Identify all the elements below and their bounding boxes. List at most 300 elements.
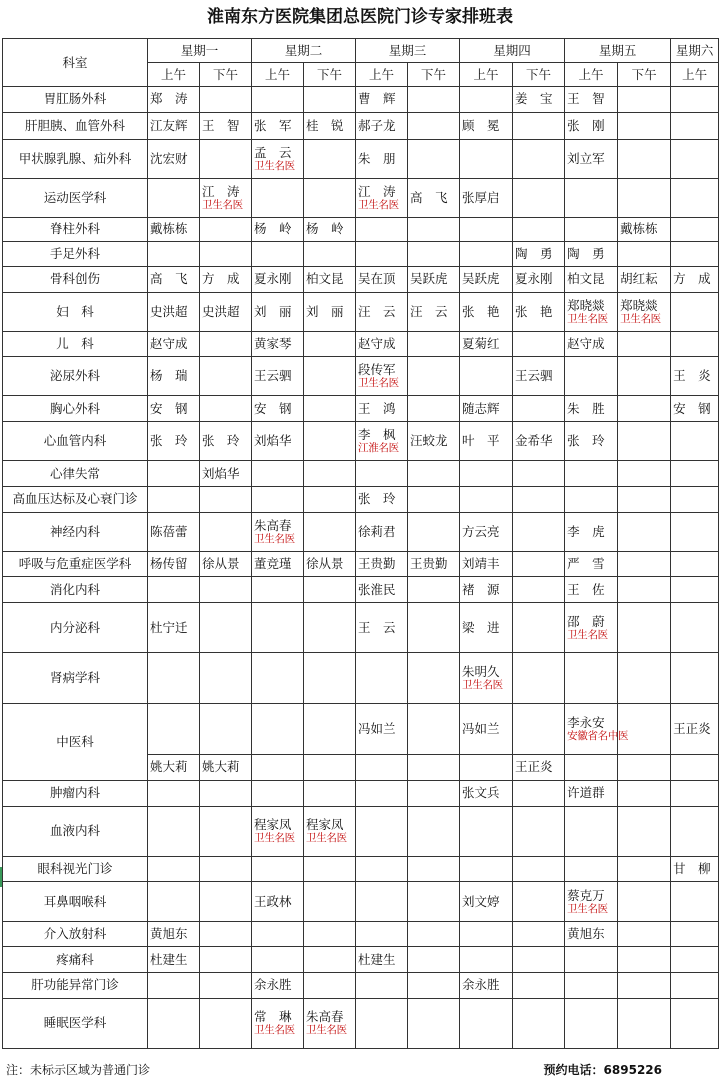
doctor-name-cell: 黄家琴	[252, 331, 304, 357]
table-row	[3, 486, 719, 512]
schedule-cell	[460, 653, 513, 703]
text-cursor-marker	[0, 867, 2, 887]
schedule-cell	[408, 947, 460, 973]
doctor-name-cell: 杨 岭	[304, 217, 356, 242]
doctor-name-cell: 夏永刚	[513, 266, 565, 292]
dept-cell: 肾病学科	[3, 653, 148, 703]
schedule-cell	[252, 703, 304, 754]
schedule-cell	[618, 112, 671, 139]
schedule-cell	[618, 461, 671, 487]
table-row	[3, 178, 719, 217]
dept-cell: 中医科	[3, 703, 148, 780]
schedule-cell	[200, 653, 252, 703]
schedule-cell	[513, 856, 565, 882]
day-header-tue: 星期二	[252, 39, 356, 63]
dept-cell: 妇 科	[3, 292, 148, 331]
schedule-cell	[304, 577, 356, 603]
honor-badge: 卫生名医	[254, 159, 295, 172]
schedule-cell	[148, 577, 200, 603]
schedule-cell	[252, 486, 304, 512]
schedule-cell	[618, 242, 671, 267]
dept-cell: 神经内科	[3, 512, 148, 551]
honor-badge: 安徽省名中医	[567, 729, 629, 742]
table-row	[3, 972, 719, 998]
footer-phone	[544, 1062, 662, 1078]
honor-badge: 卫生名医	[254, 832, 295, 845]
schedule-cell	[252, 653, 304, 703]
doctor-name-cell: 张 刚	[565, 112, 618, 139]
schedule-cell	[513, 551, 565, 577]
schedule-cell	[671, 806, 719, 856]
schedule-cell	[148, 486, 200, 512]
doctor-name-cell: 史洪超	[148, 292, 200, 331]
schedule-cell	[513, 972, 565, 998]
schedule-cell	[408, 217, 460, 242]
schedule-cell	[408, 139, 460, 178]
day-header-fri: 星期五	[565, 39, 671, 63]
doctor-name-cell: 冯如兰	[356, 703, 408, 754]
schedule-table	[2, 38, 719, 1049]
doctor-name-cell: 杨 岭	[252, 217, 304, 242]
table-row	[3, 603, 719, 653]
schedule-cell	[252, 806, 304, 856]
schedule-cell	[671, 603, 719, 653]
honor-badge: 卫生名医	[567, 902, 608, 915]
schedule-cell	[252, 139, 304, 178]
doctor-name-cell: 赵守成	[356, 331, 408, 357]
schedule-cell	[304, 603, 356, 653]
doctor-name-cell: 张 玲	[200, 422, 252, 461]
doctor-name-cell: 刘焰华	[200, 461, 252, 487]
doctor-name-cell: 张 玲	[356, 486, 408, 512]
schedule-cell	[671, 972, 719, 998]
dept-cell: 肝功能异常门诊	[3, 972, 148, 998]
table-row	[3, 139, 719, 178]
schedule-cell	[618, 486, 671, 512]
footer-note: 注：未标示区域为普通门诊	[6, 1063, 151, 1077]
doctor-name-cell: 黄旭东	[565, 921, 618, 947]
schedule-cell	[252, 512, 304, 551]
doctor-name-cell: 汪 云	[356, 292, 408, 331]
schedule-cell	[565, 292, 618, 331]
doctor-name-cell: 王云驷	[513, 357, 565, 396]
schedule-cell	[618, 357, 671, 396]
doctor-name-cell: 方 成	[200, 266, 252, 292]
schedule-cell	[148, 972, 200, 998]
schedule-cell	[618, 422, 671, 461]
doctor-name: 郑晓燚	[620, 297, 658, 313]
doctor-name-cell: 王正炎	[513, 755, 565, 781]
dept-header: 科室	[3, 39, 148, 87]
schedule-cell	[304, 396, 356, 422]
schedule-cell	[200, 331, 252, 357]
schedule-cell	[671, 461, 719, 487]
doctor-name-cell: 刘焰华	[252, 422, 304, 461]
schedule-cell	[671, 292, 719, 331]
doctor-name-cell: 史洪超	[200, 292, 252, 331]
schedule-cell	[460, 461, 513, 487]
doctor-name-cell: 杜建生	[356, 947, 408, 973]
schedule-cell	[356, 178, 408, 217]
schedule-cell	[408, 486, 460, 512]
doctor-name-cell: 吴跃虎	[408, 266, 460, 292]
schedule-cell	[618, 882, 671, 921]
schedule-cell	[356, 780, 408, 806]
schedule-cell	[618, 856, 671, 882]
schedule-cell	[304, 972, 356, 998]
dept-cell: 胸心外科	[3, 396, 148, 422]
schedule-cell	[408, 242, 460, 267]
schedule-cell	[252, 577, 304, 603]
schedule-cell	[565, 998, 618, 1048]
schedule-cell	[618, 947, 671, 973]
schedule-cell	[304, 512, 356, 551]
schedule-cell	[304, 921, 356, 947]
doctor-name-cell: 王政林	[252, 882, 304, 921]
dept-cell: 肿瘤内科	[3, 780, 148, 806]
doctor-name-cell: 戴栋栋	[618, 217, 671, 242]
schedule-cell	[671, 947, 719, 973]
page-title: 淮南东方医院集团总医院门诊专家排班表	[207, 7, 513, 27]
schedule-cell	[200, 178, 252, 217]
doctor-name-cell: 杨传留	[148, 551, 200, 577]
schedule-cell	[200, 703, 252, 754]
schedule-cell	[200, 806, 252, 856]
schedule-cell	[618, 292, 671, 331]
schedule-cell	[356, 755, 408, 781]
schedule-cell	[408, 703, 460, 754]
doctor-name-cell: 陶 勇	[513, 242, 565, 267]
period-am: 上午	[252, 63, 304, 87]
doctor-name-cell: 柏文昆	[304, 266, 356, 292]
doctor-name-cell: 桂 锐	[304, 112, 356, 139]
schedule-cell	[671, 921, 719, 947]
schedule-cell	[200, 139, 252, 178]
doctor-name-cell: 甘 柳	[671, 856, 719, 882]
doctor-name-cell: 张厚启	[460, 178, 513, 217]
schedule-cell	[148, 856, 200, 882]
doctor-name-cell: 顾 冕	[460, 112, 513, 139]
dept-cell: 运动医学科	[3, 178, 148, 217]
period-am: 上午	[460, 63, 513, 87]
schedule-cell	[565, 806, 618, 856]
dept-cell: 睡眠医学科	[3, 998, 148, 1048]
dept-cell: 心血管内科	[3, 422, 148, 461]
table-row	[3, 266, 719, 292]
schedule-cell	[148, 998, 200, 1048]
doctor-name-cell: 王 炎	[671, 357, 719, 396]
schedule-cell	[304, 806, 356, 856]
table-row	[3, 292, 719, 331]
schedule-cell	[671, 486, 719, 512]
schedule-cell	[565, 178, 618, 217]
doctor-name: 蔡克万	[567, 887, 605, 903]
schedule-cell	[408, 806, 460, 856]
schedule-cell	[565, 603, 618, 653]
doctor-name: 江 涛	[358, 183, 396, 199]
doctor-name-cell: 李 虎	[565, 512, 618, 551]
doctor-name-cell: 柏文昆	[565, 266, 618, 292]
table-row	[3, 806, 719, 856]
schedule-cell	[618, 653, 671, 703]
schedule-cell	[618, 139, 671, 178]
doctor-name-cell: 姜 宝	[513, 87, 565, 113]
schedule-cell	[671, 422, 719, 461]
schedule-cell	[408, 882, 460, 921]
doctor-name-cell: 郑 涛	[148, 87, 200, 113]
schedule-cell	[304, 357, 356, 396]
schedule-cell	[200, 998, 252, 1048]
schedule-cell	[513, 703, 565, 754]
doctor-name-cell: 刘 丽	[252, 292, 304, 331]
schedule-cell	[148, 653, 200, 703]
schedule-cell	[252, 998, 304, 1048]
schedule-cell	[513, 882, 565, 921]
schedule-cell	[252, 921, 304, 947]
doctor-name-cell: 郝子龙	[356, 112, 408, 139]
schedule-cell	[565, 217, 618, 242]
schedule-cell	[252, 856, 304, 882]
doctor-name-cell: 王 智	[565, 87, 618, 113]
schedule-cell	[513, 217, 565, 242]
doctor-name-cell: 徐从景	[304, 551, 356, 577]
dept-cell: 疼痛科	[3, 947, 148, 973]
honor-badge: 卫生名医	[254, 532, 295, 545]
schedule-cell	[200, 972, 252, 998]
schedule-cell	[304, 178, 356, 217]
schedule-cell	[356, 653, 408, 703]
schedule-cell	[408, 357, 460, 396]
doctor-name-cell: 董竞瑾	[252, 551, 304, 577]
doctor-name-cell: 刘靖丰	[460, 551, 513, 577]
schedule-cell	[200, 921, 252, 947]
doctor-name-cell: 张文兵	[460, 780, 513, 806]
schedule-cell	[618, 806, 671, 856]
schedule-cell	[356, 856, 408, 882]
period-am: 上午	[671, 63, 719, 87]
schedule-cell	[460, 856, 513, 882]
phone-number: 6895226	[603, 1063, 662, 1077]
doctor-name-cell: 张 军	[252, 112, 304, 139]
dept-cell: 内分泌科	[3, 603, 148, 653]
schedule-cell	[671, 112, 719, 139]
schedule-cell	[565, 947, 618, 973]
doctor-name-cell: 叶 平	[460, 422, 513, 461]
schedule-cell	[513, 461, 565, 487]
schedule-cell	[148, 461, 200, 487]
dept-cell: 耳鼻咽喉科	[3, 882, 148, 921]
schedule-cell	[618, 603, 671, 653]
schedule-cell	[252, 780, 304, 806]
dept-cell: 骨科创伤	[3, 266, 148, 292]
schedule-cell	[304, 422, 356, 461]
doctor-name: 李永安	[567, 714, 605, 730]
schedule-cell	[408, 331, 460, 357]
schedule-cell	[200, 242, 252, 267]
doctor-name: 孟 云	[254, 144, 292, 160]
dept-cell: 高血压达标及心衰门诊	[3, 486, 148, 512]
schedule-cell	[356, 882, 408, 921]
schedule-cell	[460, 921, 513, 947]
schedule-cell	[252, 947, 304, 973]
doctor-name: 李 枫	[358, 427, 396, 443]
dept-cell: 手足外科	[3, 242, 148, 267]
table-row	[3, 461, 719, 487]
schedule-cell	[513, 806, 565, 856]
doctor-name-cell: 陈蓓蕾	[148, 512, 200, 551]
schedule-cell	[618, 780, 671, 806]
schedule-cell	[565, 653, 618, 703]
schedule-cell	[513, 921, 565, 947]
doctor-name-cell: 王云驷	[252, 357, 304, 396]
dept-cell: 脊柱外科	[3, 217, 148, 242]
day-header-mon: 星期一	[148, 39, 252, 63]
schedule-cell	[671, 217, 719, 242]
doctor-name-cell: 褚 源	[460, 577, 513, 603]
period-am: 上午	[565, 63, 618, 87]
schedule-cell	[356, 217, 408, 242]
doctor-name-cell: 戴栋栋	[148, 217, 200, 242]
schedule-cell	[618, 396, 671, 422]
schedule-cell	[618, 577, 671, 603]
table-row	[3, 998, 719, 1048]
doctor-name-cell: 安 钢	[148, 396, 200, 422]
schedule-cell	[304, 882, 356, 921]
schedule-cell	[618, 703, 671, 754]
table-row	[3, 87, 719, 113]
schedule-cell	[408, 653, 460, 703]
schedule-cell	[618, 998, 671, 1048]
schedule-cell	[356, 357, 408, 396]
doctor-name-cell: 严 雪	[565, 551, 618, 577]
doctor-name-cell: 汪 云	[408, 292, 460, 331]
doctor-name-cell: 夏菊红	[460, 331, 513, 357]
schedule-cell	[148, 806, 200, 856]
doctor-name-cell: 余永胜	[252, 972, 304, 998]
doctor-name-cell: 吴跃虎	[460, 266, 513, 292]
table-row	[3, 396, 719, 422]
schedule-cell	[304, 856, 356, 882]
doctor-name-cell: 曹 辉	[356, 87, 408, 113]
schedule-cell	[513, 998, 565, 1048]
doctor-name-cell: 冯如兰	[460, 703, 513, 754]
schedule-cell	[200, 486, 252, 512]
table-row	[3, 856, 719, 882]
schedule-cell	[200, 856, 252, 882]
doctor-name-cell: 沈宏财	[148, 139, 200, 178]
period-am: 上午	[356, 63, 408, 87]
period-pm: 下午	[513, 63, 565, 87]
table-row	[3, 947, 719, 973]
schedule-cell	[460, 242, 513, 267]
doctor-name-cell: 许道群	[565, 780, 618, 806]
doctor-name-cell: 张 艳	[513, 292, 565, 331]
schedule-cell	[408, 87, 460, 113]
doctor-name-cell: 朱 胜	[565, 396, 618, 422]
schedule-cell	[513, 178, 565, 217]
schedule-cell	[200, 87, 252, 113]
schedule-cell	[252, 178, 304, 217]
schedule-cell	[460, 87, 513, 113]
doctor-name-cell: 张 玲	[148, 422, 200, 461]
schedule-cell	[671, 242, 719, 267]
doctor-name-cell: 安 钢	[252, 396, 304, 422]
schedule-cell	[148, 178, 200, 217]
doctor-name: 朱高春	[254, 517, 292, 533]
schedule-cell	[356, 461, 408, 487]
doctor-name-cell: 杨 瑞	[148, 357, 200, 396]
schedule-cell	[252, 87, 304, 113]
doctor-name: 常 琳	[254, 1009, 292, 1025]
dept-cell: 甲状腺乳腺、疝外科	[3, 139, 148, 178]
schedule-cell	[671, 512, 719, 551]
honor-badge: 卫生名医	[254, 1024, 295, 1037]
doctor-name-cell: 赵守成	[148, 331, 200, 357]
schedule-cell	[200, 780, 252, 806]
schedule-cell	[408, 856, 460, 882]
doctor-name: 江 涛	[202, 183, 240, 199]
dept-cell: 血液内科	[3, 806, 148, 856]
schedule-cell	[408, 577, 460, 603]
schedule-cell	[408, 396, 460, 422]
schedule-cell	[408, 755, 460, 781]
doctor-name-cell: 方云亮	[460, 512, 513, 551]
doctor-name-cell: 吴在顶	[356, 266, 408, 292]
honor-badge: 卫生名医	[567, 628, 608, 641]
schedule-cell	[671, 780, 719, 806]
schedule-cell	[565, 882, 618, 921]
day-header-sat: 星期六	[671, 39, 719, 63]
schedule-cell	[671, 998, 719, 1048]
schedule-cell	[356, 806, 408, 856]
doctor-name-cell: 夏永刚	[252, 266, 304, 292]
doctor-name-cell: 刘 丽	[304, 292, 356, 331]
doctor-name-cell: 杜宁迁	[148, 603, 200, 653]
doctor-name-cell: 朱 朋	[356, 139, 408, 178]
schedule-cell	[200, 512, 252, 551]
schedule-cell	[513, 947, 565, 973]
schedule-cell	[200, 577, 252, 603]
dept-cell: 消化内科	[3, 577, 148, 603]
schedule-cell	[513, 139, 565, 178]
doctor-name: 郑晓燚	[567, 297, 605, 313]
schedule-cell	[565, 357, 618, 396]
schedule-cell	[304, 780, 356, 806]
schedule-cell	[200, 357, 252, 396]
table-row	[3, 577, 719, 603]
honor-badge: 卫生名医	[306, 832, 347, 845]
schedule-cell	[460, 139, 513, 178]
table-row	[3, 780, 719, 806]
schedule-cell	[565, 856, 618, 882]
schedule-cell	[148, 882, 200, 921]
schedule-cell	[618, 331, 671, 357]
schedule-cell	[671, 653, 719, 703]
doctor-name: 段传军	[358, 362, 396, 378]
schedule-cell	[513, 577, 565, 603]
schedule-cell	[671, 551, 719, 577]
period-pm: 下午	[200, 63, 252, 87]
schedule-cell	[252, 603, 304, 653]
honor-badge: 卫生名医	[620, 312, 661, 325]
schedule-cell	[671, 331, 719, 357]
period-pm: 下午	[408, 63, 460, 87]
doctor-name-cell: 高 飞	[148, 266, 200, 292]
doctor-name-cell: 王 佐	[565, 577, 618, 603]
schedule-cell	[252, 242, 304, 267]
doctor-name-cell: 姚大莉	[200, 755, 252, 781]
period-pm: 下午	[304, 63, 356, 87]
